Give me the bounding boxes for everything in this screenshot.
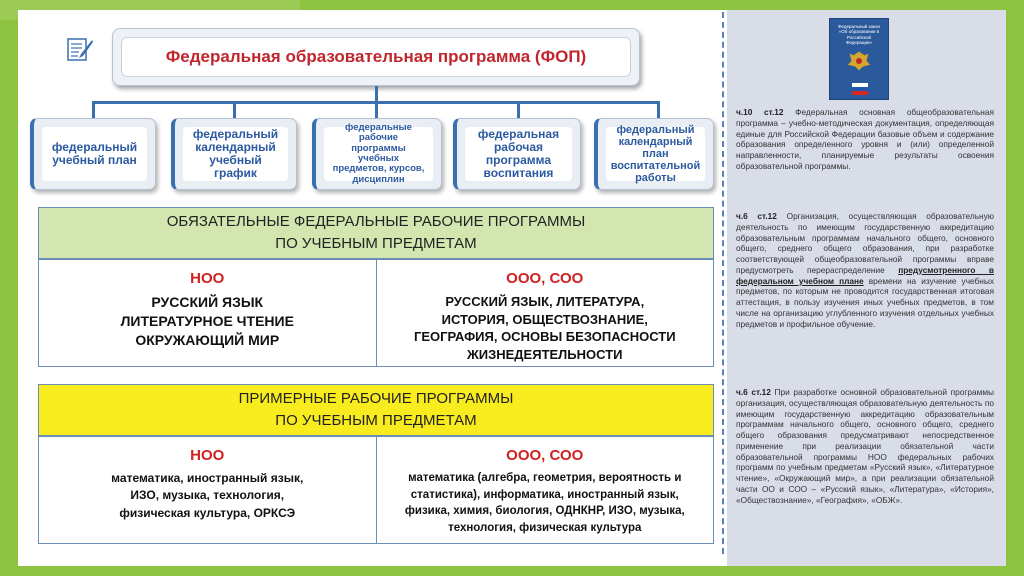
sub-box-line: воспитания xyxy=(483,166,554,181)
connector-drop-5 xyxy=(657,101,660,119)
sub-box-line: рабочие xyxy=(358,132,399,144)
sub-box-line: план xyxy=(642,147,669,160)
emblem-icon xyxy=(844,47,874,75)
note-ref: ч.6 ст.12 xyxy=(736,387,771,397)
law-book-cover xyxy=(829,18,889,100)
subject-line: ЛИТЕРАТУРНОЕ ЧТЕНИЕ xyxy=(120,312,294,329)
note-ref: ч.6 ст.12 xyxy=(736,211,777,221)
mandatory-table xyxy=(38,259,714,367)
sub-box-line: дисциплин xyxy=(352,173,405,185)
sample-header-line: ПО УЧЕБНЫМ ПРЕДМЕТАМ xyxy=(275,412,477,429)
level-label: ООО, СОО xyxy=(506,447,584,464)
sub-box-upbringing-plan xyxy=(594,118,714,190)
connector-drop-4 xyxy=(517,101,520,119)
panel-divider xyxy=(722,12,724,554)
subject-line: ОКРУЖАЮЩИЙ МИР xyxy=(135,331,280,348)
sub-box-line: воспитательной xyxy=(610,160,701,173)
flag-icon xyxy=(852,83,868,95)
note-text: Федеральная основная общеобразовательная программа – учебно-методическая документация, определяющая единые для Российской Федерации базовые объем и содержание образования определенного уровня и (или) определенной направленности, планируемые результаты освоения образовательной программы. xyxy=(736,107,995,171)
subject-line: РУССКИЙ ЯЗЫК, ЛИТЕРАТУРА, xyxy=(445,294,645,309)
sub-box-line: рабочая xyxy=(493,139,544,154)
sub-box-line: работы xyxy=(635,172,676,185)
sub-box-line: федеральная xyxy=(477,126,560,141)
sample-header xyxy=(38,384,714,436)
subject-line: физика, химия, биология, ОДНКНР, ИЗО, музыка, xyxy=(404,505,685,518)
sub-box-line: предметов, курсов, xyxy=(332,163,425,175)
level-label: НОО xyxy=(190,447,225,464)
sub-box-line: программа xyxy=(485,153,552,167)
subject-line: РУССКИЙ ЯЗЫК xyxy=(151,294,264,310)
sub-box-line: программы xyxy=(351,142,406,154)
sub-box-line: федеральный xyxy=(192,126,279,141)
connector-drop-3 xyxy=(375,101,378,119)
note-emphasis: предусмотренного в федеральном учебном плане xyxy=(736,264,994,286)
sub-box-line: график xyxy=(214,166,257,181)
connector-drop-2 xyxy=(233,101,236,119)
fop-title-box xyxy=(112,28,640,86)
sub-box-line: учебный план xyxy=(52,153,137,167)
subject-line: ЖИЗНЕДЕЯТЕЛЬНОСТИ xyxy=(467,346,623,362)
subject-line: ГЕОГРАФИЯ, ОСНОВЫ БЕЗОПАСНОСТИ xyxy=(413,329,676,345)
sample-ooo-soo-cell xyxy=(376,437,714,543)
sample-header-line: ПРИМЕРНЫЕ РАБОЧИЕ ПРОГРАММЫ xyxy=(238,390,514,408)
book-title: Федеральный закон «Об образовании в Российской Федерации» xyxy=(838,24,880,46)
sample-table xyxy=(38,436,714,544)
subject-line: ИСТОРИЯ, ОБЩЕСТВОЗНАНИЕ, xyxy=(441,311,648,327)
mandatory-ooo-soo-cell xyxy=(376,260,714,366)
subject-line: статистика), информатика, иностранный язык, xyxy=(410,488,679,501)
subject-line: технология, физическая культура xyxy=(448,522,642,535)
connector-drop-1 xyxy=(92,101,95,119)
sub-box-line: учебный xyxy=(209,153,262,167)
law-note-2 xyxy=(736,211,994,330)
mandatory-header xyxy=(38,207,714,259)
sub-box-curriculum xyxy=(30,118,156,190)
subject-line: ИЗО, музыка, технология, xyxy=(130,488,285,503)
law-note-3 xyxy=(736,387,994,506)
sub-box-line: федеральный xyxy=(51,139,138,154)
subject-line: математика, иностранный язык, xyxy=(111,471,304,485)
sub-box-line: федеральный xyxy=(616,123,695,136)
note-text: Организация, осуществляющая образовательную деятельность по имеющим государственную аккредитацию образовательным программам начального общего, основного общего, среднего общего образования, при разработке соответствующей общеобразовательной программы вправе предусмотреть перераспределение xyxy=(736,211,994,275)
sample-noo-cell xyxy=(39,437,376,543)
page-title: Федеральная образовательная программа (ФОП) xyxy=(121,37,631,77)
mandatory-header-line: ОБЯЗАТЕЛЬНЫЕ ФЕДЕРАЛЬНЫЕ РАБОЧИЕ ПРОГРАММЫ xyxy=(166,213,586,231)
level-label: ООО, СОО xyxy=(506,270,584,287)
level-label: НОО xyxy=(190,270,225,287)
subject-line: математика (алгебра, геометрия, вероятность и xyxy=(408,472,682,484)
law-note-1 xyxy=(736,107,994,172)
sub-box-upbringing xyxy=(453,118,581,190)
sub-box-line: календарный xyxy=(618,135,693,148)
sub-box-line: календарный xyxy=(195,139,276,154)
connector-trunk xyxy=(375,86,378,102)
subject-line: физическая культура, ОРКСЭ xyxy=(119,505,296,520)
note-text: времени на изучение учебных предметов, по которым не проводится государственная итоговая аттестация, в пользу изучения иных учебных предметов, в том числе на организацию углубленного изучения отдельных учебных предметов и профильное обучение. xyxy=(736,275,994,329)
note-ref: ч.10 ст.12 xyxy=(736,107,784,117)
sub-box-calendar xyxy=(171,118,297,190)
mandatory-header-line: ПО УЧЕБНЫМ ПРЕДМЕТАМ xyxy=(275,235,477,252)
note-text: При разработке основной образовательной программы организация, осуществляющая образовательную деятельность по имеющим государственную аккредитацию образовательным программам начального общего, основного общего, среднего общего образования предусматривают непосредственное применение при реализации обязательной части образовательной программы НОО федеральных рабочих программ по учебным предметам «Русский язык», «Литературное чтение», «Окружающий мир», а при реализации обязательной части ОО и СОО – «Русский язык», «Литература», «История», «Обществознание», «География», «ОБЖ». xyxy=(736,387,994,505)
sub-box-work-programs xyxy=(312,118,442,190)
sub-box-line: учебных xyxy=(358,153,399,164)
sub-box-line: федеральные xyxy=(345,121,412,133)
document-pen-icon xyxy=(66,36,94,62)
mandatory-noo-cell xyxy=(39,260,376,366)
